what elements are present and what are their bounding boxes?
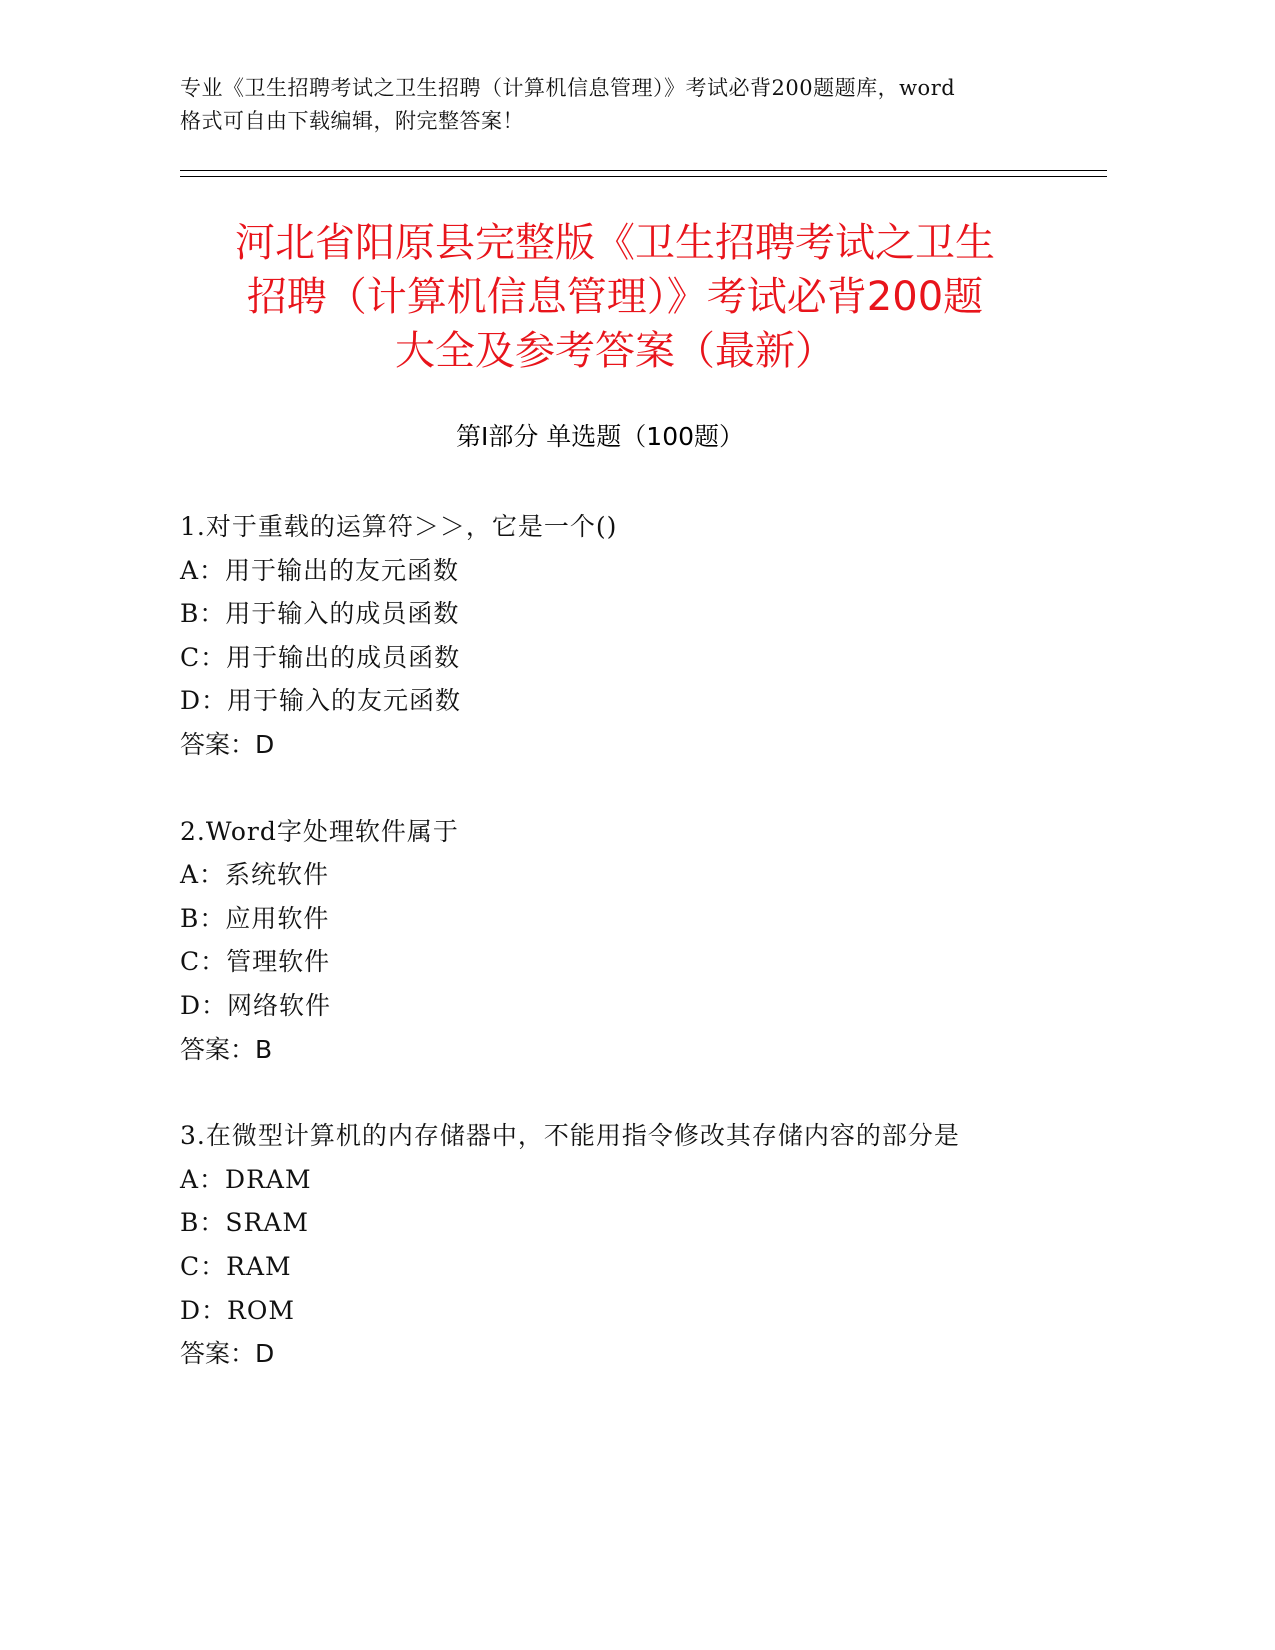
question-stem: 1.对于重载的运算符＞＞，它是一个() xyxy=(180,512,618,541)
option-c: C：用于输出的成员函数 xyxy=(180,642,461,672)
option-c: C：RAM xyxy=(180,1251,292,1281)
answer-label: 答案：D xyxy=(180,1339,275,1369)
option-d: D：网络软件 xyxy=(180,990,332,1020)
option-b: B：用于输入的成员函数 xyxy=(180,599,460,629)
document-title xyxy=(190,216,1040,378)
question-item xyxy=(180,1114,1080,1376)
answer-label: 答案：B xyxy=(180,1034,273,1064)
section-heading: 第Ⅰ部分 单选题（100题） xyxy=(455,422,745,451)
option-d: D：用于输入的友元函数 xyxy=(180,686,462,716)
header-note xyxy=(180,72,1060,138)
option-a: A：DRAM xyxy=(180,1164,312,1194)
question-stem: 3.在微型计算机的内存储器中，不能用指令修改其存储内容的部分是 xyxy=(180,1121,960,1151)
option-b: B：SRAM xyxy=(180,1208,309,1238)
question-item xyxy=(180,505,1080,767)
question-list xyxy=(180,505,1080,1419)
header-divider-top xyxy=(180,170,1107,171)
header-divider-bottom xyxy=(180,176,1107,177)
document-title-line-1: 河北省阳原县完整版《卫生招聘考试之卫生 xyxy=(235,220,995,266)
question-stem: 2.Word字处理软件属于 xyxy=(180,816,459,846)
header-note-line-2: 格式可自由下载编辑，附完整答案！ xyxy=(180,109,524,133)
option-b: B：应用软件 xyxy=(180,903,330,933)
header-note-line-1: 专业《卫生招聘考试之卫生招聘（计算机信息管理）》考试必背200题题库，word xyxy=(180,76,956,100)
option-a: A：系统软件 xyxy=(180,860,330,890)
option-d: D：ROM xyxy=(180,1295,295,1325)
option-a: A：用于输出的友元函数 xyxy=(180,555,460,585)
answer-label: 答案：D xyxy=(180,729,275,759)
question-item xyxy=(180,810,1080,1072)
document-title-line-3: 大全及参考答案（最新） xyxy=(395,328,835,374)
option-c: C：管理软件 xyxy=(180,947,331,977)
document-title-line-2: 招聘（计算机信息管理）》考试必背200题 xyxy=(246,274,984,320)
